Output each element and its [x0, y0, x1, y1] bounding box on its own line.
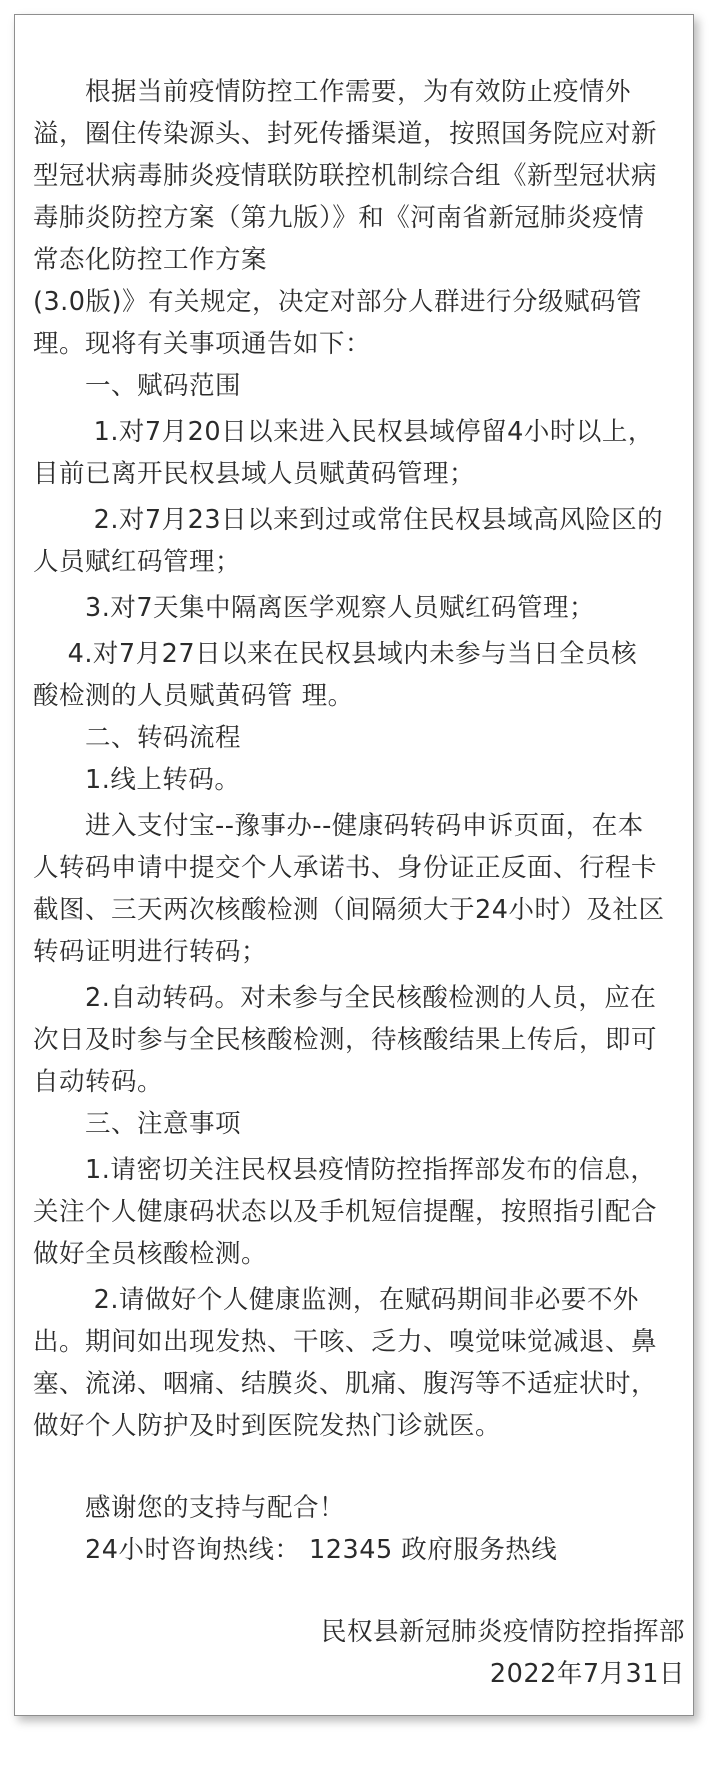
- body-line: 截图、三天两次核酸检测（间隔须大于24小时）及社区: [33, 895, 665, 925]
- body-line: 1.请密切关注民权县疫情防控指挥部发布的信息，: [33, 1155, 657, 1185]
- body-line: 人员赋红码管理；: [33, 547, 242, 577]
- section-heading-process: 二、转码流程: [33, 723, 242, 753]
- notice-body: [33, 71, 693, 1695]
- body-line: 塞、流涕、咽痛、结膜炎、肌痛、腹泻等不适症状时，: [33, 1369, 658, 1399]
- body-line: 溢，圈住传染源头、封死传播渠道，按照国务院应对新: [33, 119, 658, 149]
- notice-document: [14, 14, 694, 1716]
- issue-date: 2022年7月31日: [489, 1659, 685, 1689]
- body-line: 常态化防控工作方案: [33, 245, 268, 275]
- body-line: 关注个人健康码状态以及手机短信提醒，按照指引配合: [33, 1197, 658, 1227]
- body-line: 做好全员核酸检测。: [33, 1239, 268, 1269]
- body-line: 毒肺炎防控方案（第九版）》和《河南省新冠肺炎疫情: [33, 203, 645, 233]
- body-line: (3.0版)》有关规定，决定对部分人群进行分级赋码管: [33, 287, 642, 317]
- body-line: 人转码申请中提交个人承诺书、身份证正反面、行程卡: [33, 853, 658, 883]
- body-line: 根据当前疫情防控工作需要，为有效防止疫情外: [33, 77, 632, 107]
- issuer-signature: 民权县新冠肺炎疫情防控指挥部: [320, 1617, 685, 1647]
- body-line: 转码证明进行转码；: [33, 937, 268, 967]
- body-line: 目前已离开民权县域人员赋黄码管理；: [33, 459, 476, 489]
- thanks-line: 感谢您的支持与配合！: [33, 1493, 346, 1523]
- body-line: 理。现将有关事项通告如下：: [33, 329, 372, 359]
- body-line: 1.对7月20日以来进入民权县域停留4小时以上，: [33, 417, 654, 447]
- body-line: 2.请做好个人健康监测，在赋码期间非必要不外: [33, 1285, 639, 1315]
- body-line: 做好个人防护及时到医院发热门诊就医。: [33, 1411, 502, 1441]
- body-line: 次日及时参与全民核酸检测，待核酸结果上传后，即可: [33, 1025, 658, 1055]
- hotline-line: 24小时咨询热线： 12345 政府服务热线: [33, 1535, 558, 1565]
- body-line: 型冠状病毒肺炎疫情联防联控机制综合组《新型冠状病: [33, 161, 658, 191]
- body-line: 2.自动转码。对未参与全民核酸检测的人员，应在: [33, 983, 657, 1013]
- body-line: 3.对7天集中隔离医学观察人员赋红码管理；: [33, 593, 596, 623]
- section-heading-notes: 三、注意事项: [33, 1109, 242, 1139]
- body-line: 2.对7月23日以来到过或常住民权县域高风险区的: [33, 505, 664, 535]
- body-line: 自动转码。: [33, 1067, 164, 1097]
- body-line: 1.线上转码。: [33, 765, 241, 795]
- body-line: 4.对7月27日以来在民权县域内未参与当日全员核: [33, 639, 638, 669]
- section-heading-scope: 一、赋码范围: [33, 371, 242, 401]
- body-line: 进入支付宝--豫事办--健康码转码申诉页面，在本: [33, 811, 644, 841]
- body-line: 出。期间如出现发热、干咳、乏力、嗅觉味觉减退、鼻: [33, 1327, 658, 1357]
- body-line: 酸检测的人员赋黄码管 理。: [33, 681, 354, 711]
